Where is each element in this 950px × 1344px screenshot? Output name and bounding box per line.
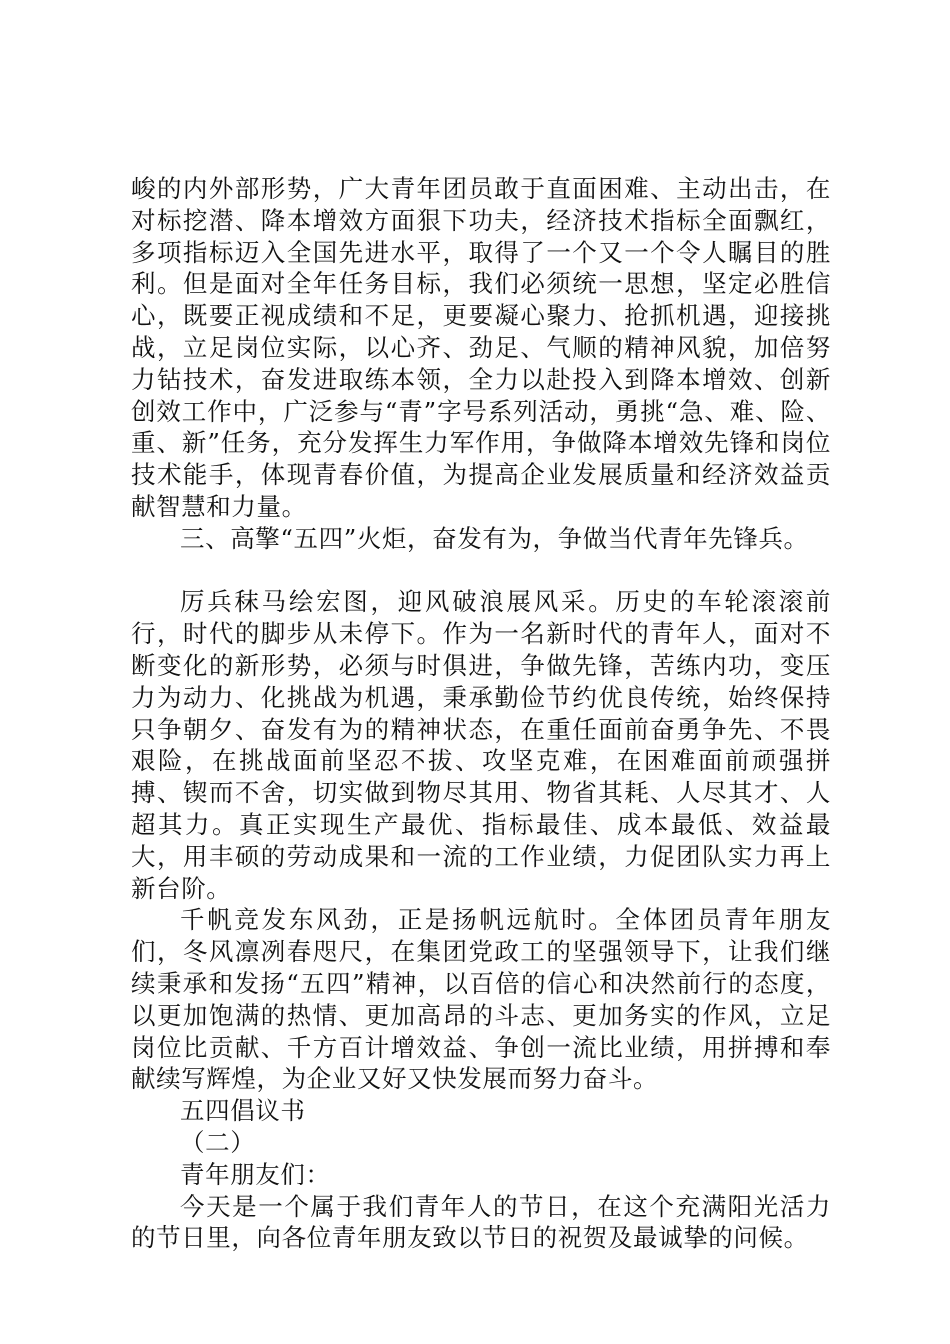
paragraph-closing: 千帆竞发东风劲，正是扬帆远航时。全体团员青年朋友们，冬风凛冽春咫尺，在集团党政工的坚强领导下，让我们继续秉承和发扬“五四”精神，以百倍的信心和决然前行的态度，以更加饱满的热情、更加高昂的斗志、更加务实的作风，立足岗位比贡献、千方百计增效益、争创一流比业绩，用拼搏和奉献续写辉煌，为企业又好又快发展而努力奋斗。: [131, 905, 831, 1094]
document-body: [131, 173, 831, 1254]
salutation: 青年朋友们：: [180, 1159, 331, 1189]
paragraph-section-three: 厉兵秣马绘宏图，迎风破浪展风采。历史的车轮滚滚前行，时代的脚步从未停下。作为一名新时代的青年人，面对不断变化的新形势，必须与时俱进，争做先锋，苦练内功，变压力为动力、化挑战为机遇，秉承勤俭节约优良传统，始终保持只争朝夕、奋发有为的精神状态，在重任面前奋勇争先、不畏艰险，在挑战面前坚忍不拔、攻坚克难，在困难面前顽强拼搏、锲而不舍，切实做到物尽其用、物省其耗、人尽其才、人超其力。真正实现生产最优、指标最佳、成本最低、效益最大，用丰硕的劳动成果和一流的工作业绩，力促团队实力再上新台阶。: [131, 587, 831, 903]
document-title: 五四倡议书: [180, 1096, 306, 1126]
section-heading-three: 三、高擎“五四”火炬，奋发有为，争做当代青年先锋兵。: [180, 523, 809, 553]
paragraph-continuation: 峻的内外部形势，广大青年团员敢于直面困难、主动出击，在对标挖潜、降本增效方面狠下功夫，经济技术指标全面飘红，多项指标迈入全国先进水平，取得了一个又一个令人瞩目的胜利。但是面对全年任务目标，我们必须统一思想，坚定必胜信心，既要正视成绩和不足，更要凝心聚力、抢抓机遇，迎接挑战，立足岗位实际，以心齐、劲足、气顺的精神风貌，加倍努力钻技术，奋发进取练本领，全力以赴投入到降本增效、创新创效工作中，广泛参与“青”字号系列活动，勇挑“急、难、险、重、新”任务，充分发挥生力军作用，争做降本增效先锋和岗位技术能手，体现青春价值，为提高企业发展质量和经济效益贡献智慧和力量。: [131, 174, 831, 521]
document-subtitle: （二）: [180, 1127, 256, 1157]
paragraph-greeting: 今天是一个属于我们青年人的节日，在这个充满阳光活力的节日里，向各位青年朋友致以节日的祝贺及最诚挚的问候。: [131, 1191, 831, 1253]
